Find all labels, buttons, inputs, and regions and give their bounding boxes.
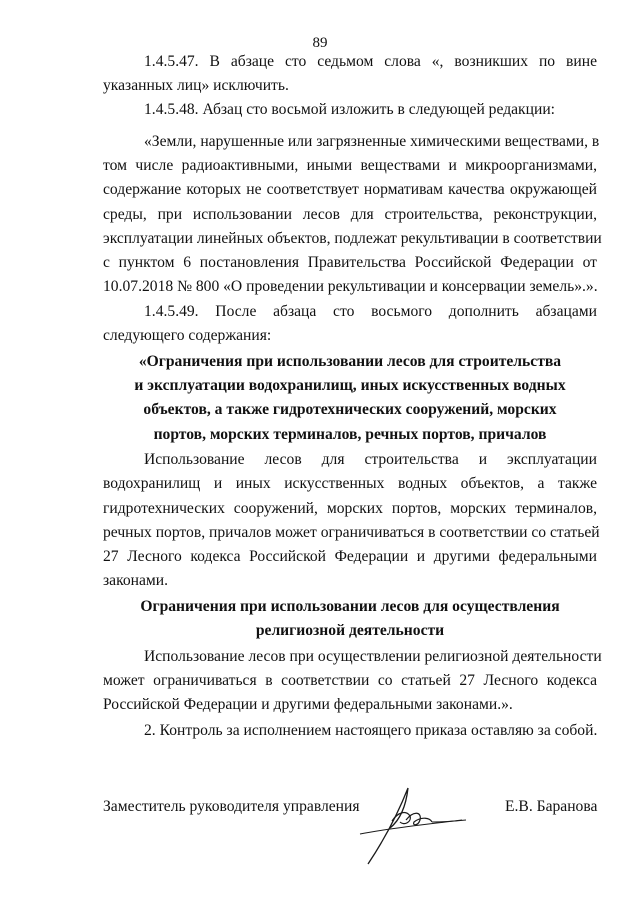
section-heading: портов, морских терминалов, речных портов, причалов [153,426,547,443]
doc-line: законами. [103,572,169,589]
doc-line: речных портов, причалов может ограничиваться в соответствии со статьей [103,524,600,541]
doc-line: Использование лесов для строительства и эксплуатации [144,451,597,468]
section-heading: и эксплуатации водохранилищ, иных искусственных водных [134,377,566,394]
doc-line: следующего содержания: [103,327,272,344]
doc-line: «Земли, нарушенные или загрязненные химическими веществами, в [144,133,600,150]
doc-line: Российской Федерации и другими федеральными законами.». [103,696,513,713]
page-number: 89 [312,35,328,51]
handwritten-signature [340,776,480,868]
doc-line: указанных лиц» исключить. [103,77,289,94]
signatory-title: Заместитель руководителя управления [103,798,360,815]
doc-line: 1.4.5.47. В абзаце сто седьмом слова «, возникших по вине [144,53,597,70]
doc-line: гидротехнических сооружений, морских портов, морских терминалов, [103,500,597,517]
doc-line: содержание которых не соответствует нормативам качества окружающей [103,181,597,198]
doc-line: эксплуатации линейных объектов, подлежат рекультивации в соответствии [103,230,602,247]
doc-line: может ограничиваться в соответствии со статьей 27 Лесного кодекса [103,672,597,689]
section-heading: объектов, а также гидротехнических сооружений, морских [143,401,557,418]
doc-line: 1.4.5.48. Абзац сто восьмой изложить в следующей редакции: [144,101,555,118]
section-heading: религиозной деятельности [255,622,445,639]
signatory-name: Е.В. Баранова [505,798,598,815]
doc-line: 27 Лесного кодекса Российской Федерации и другими федеральными [103,548,597,565]
doc-line: водохранилищ и иных искусственных водных объектов, а также [103,475,597,492]
doc-line: среды, при использовании лесов для строительства, реконструкции, [103,206,597,223]
doc-line: 2. Контроль за исполнением настоящего приказа оставляю за собой. [144,722,598,739]
doc-line: 10.07.2018 № 800 «О проведении рекультивации и консервации земель».». [103,278,598,295]
doc-line: том числе радиоактивными, иными веществами и микроорганизмами, [103,157,597,174]
section-heading: Ограничения при использовании лесов для осуществления [140,598,560,615]
doc-line: Использование лесов при осуществлении религиозной деятельности [144,648,602,665]
doc-line: 1.4.5.49. После абзаца сто восьмого дополнить абзацами [144,303,597,320]
section-heading: «Ограничения при использовании лесов для строительства [138,353,562,370]
doc-line: с пунктом 6 постановления Правительства Российской Федерации от [103,254,597,271]
